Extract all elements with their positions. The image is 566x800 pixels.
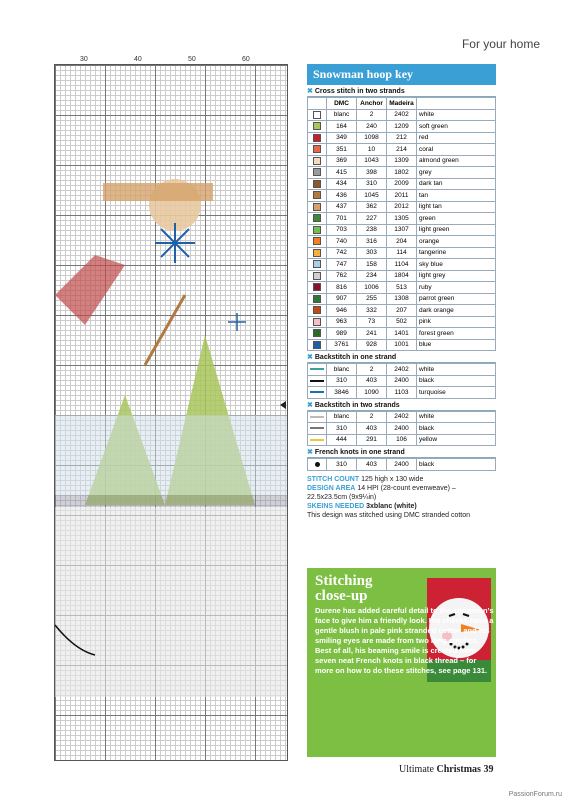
ruler-label: 60 bbox=[242, 56, 250, 63]
color-name: light green bbox=[417, 224, 496, 236]
key-row bbox=[308, 236, 496, 248]
dmc-code: 310 bbox=[327, 375, 357, 387]
madeira-code: 1401 bbox=[387, 328, 417, 340]
key-row bbox=[308, 190, 496, 202]
color-name: black bbox=[417, 459, 496, 471]
ruler-label: 30 bbox=[80, 56, 88, 63]
anchor-code: 158 bbox=[357, 259, 387, 271]
color-swatch-icon bbox=[313, 122, 321, 130]
design-area-label: DESIGN AREA bbox=[307, 484, 356, 492]
anchor-code: 241 bbox=[357, 328, 387, 340]
anchor-code: 1045 bbox=[357, 190, 387, 202]
madeira-code: 502 bbox=[387, 316, 417, 328]
design-area: 14 HPI (28-count evenweave) – 22.5x23.5cm (9x9¼in) bbox=[307, 484, 456, 501]
color-name: pink bbox=[417, 316, 496, 328]
key-row bbox=[308, 375, 496, 387]
color-name: almond green bbox=[417, 155, 496, 167]
anchor-code: 403 bbox=[357, 375, 387, 387]
anchor-code: 1043 bbox=[357, 155, 387, 167]
madeira-code: 1802 bbox=[387, 167, 417, 179]
color-name: black bbox=[417, 375, 496, 387]
dmc-code: 415 bbox=[327, 167, 357, 179]
cross-stitch-chart bbox=[54, 64, 288, 761]
color-name: sky blue bbox=[417, 259, 496, 271]
backstitch-line-icon bbox=[310, 380, 324, 382]
anchor-code: 362 bbox=[357, 201, 387, 213]
key-row bbox=[308, 364, 496, 376]
dmc-code: 946 bbox=[327, 305, 357, 317]
dmc-code: 3761 bbox=[327, 339, 357, 351]
dmc-code: 369 bbox=[327, 155, 357, 167]
color-name: light tan bbox=[417, 201, 496, 213]
dmc-code: 434 bbox=[327, 178, 357, 190]
anchor-code: 2 bbox=[357, 109, 387, 121]
color-swatch-icon bbox=[313, 157, 321, 165]
stitch-count: 125 high x 130 wide bbox=[361, 475, 424, 483]
anchor-code: 403 bbox=[357, 423, 387, 435]
dmc-code: blanc bbox=[327, 109, 357, 121]
snowflake-icon bbox=[155, 223, 195, 263]
page-header: For your home bbox=[461, 37, 540, 51]
key-row bbox=[308, 155, 496, 167]
key-row bbox=[308, 328, 496, 340]
key-row bbox=[308, 144, 496, 156]
key-section-title: ✖ Backstitch in one strand bbox=[307, 351, 496, 363]
key-row bbox=[308, 259, 496, 271]
color-name: soft green bbox=[417, 121, 496, 133]
dmc-code: 747 bbox=[327, 259, 357, 271]
color-swatch-icon bbox=[313, 111, 321, 119]
anchor-code: 234 bbox=[357, 270, 387, 282]
key-row bbox=[308, 305, 496, 317]
color-swatch-icon bbox=[313, 341, 321, 349]
anchor-code: 2 bbox=[357, 364, 387, 376]
stitch-stats bbox=[307, 475, 496, 520]
key-row bbox=[308, 178, 496, 190]
madeira-code: 2400 bbox=[387, 423, 417, 435]
dmc-code: 436 bbox=[327, 190, 357, 202]
stitch-count-label: STITCH COUNT bbox=[307, 475, 360, 483]
color-name: black bbox=[417, 423, 496, 435]
color-name: forest green bbox=[417, 328, 496, 340]
color-name: green bbox=[417, 213, 496, 225]
key-table bbox=[307, 97, 496, 351]
key-table bbox=[307, 411, 496, 447]
key-row bbox=[308, 282, 496, 294]
anchor-code: 10 bbox=[357, 144, 387, 156]
color-name: blue bbox=[417, 339, 496, 351]
madeira-code: 1104 bbox=[387, 259, 417, 271]
anchor-code: 310 bbox=[357, 178, 387, 190]
backstitch-line-icon bbox=[310, 416, 324, 418]
color-name: white bbox=[417, 411, 496, 423]
key-row bbox=[308, 339, 496, 351]
dmc-code: 907 bbox=[327, 293, 357, 305]
color-swatch-icon bbox=[313, 134, 321, 142]
anchor-code: 227 bbox=[357, 213, 387, 225]
key-row bbox=[308, 387, 496, 399]
madeira-code: 1309 bbox=[387, 155, 417, 167]
madeira-code: 214 bbox=[387, 144, 417, 156]
color-name: dark orange bbox=[417, 305, 496, 317]
key-row bbox=[308, 213, 496, 225]
anchor-code: 240 bbox=[357, 121, 387, 133]
key-section-title: ✖ Cross stitch in two strands bbox=[307, 85, 496, 97]
madeira-code: 1307 bbox=[387, 224, 417, 236]
backstitch-line-icon bbox=[310, 427, 324, 429]
dmc-code: 816 bbox=[327, 282, 357, 294]
dmc-code: blanc bbox=[327, 364, 357, 376]
color-name: light grey bbox=[417, 270, 496, 282]
color-swatch-icon bbox=[313, 283, 321, 291]
color-swatch-icon bbox=[313, 237, 321, 245]
footer-magazine: Christmas bbox=[436, 764, 481, 775]
anchor-code: 73 bbox=[357, 316, 387, 328]
closeup-title bbox=[315, 574, 373, 604]
madeira-code: 513 bbox=[387, 282, 417, 294]
key-header: DMC bbox=[327, 98, 357, 110]
key-row bbox=[308, 167, 496, 179]
anchor-code: 332 bbox=[357, 305, 387, 317]
key-row bbox=[308, 270, 496, 282]
color-name: tangerine bbox=[417, 247, 496, 259]
key-table bbox=[307, 458, 496, 471]
color-swatch-icon bbox=[313, 295, 321, 303]
anchor-code: 928 bbox=[357, 339, 387, 351]
anchor-code: 1090 bbox=[357, 387, 387, 399]
madeira-code: 2012 bbox=[387, 201, 417, 213]
anchor-code: 238 bbox=[357, 224, 387, 236]
madeira-code: 106 bbox=[387, 434, 417, 446]
color-name: parrot green bbox=[417, 293, 496, 305]
color-name: turquoise bbox=[417, 387, 496, 399]
color-name: ruby bbox=[417, 282, 496, 294]
anchor-code: 1006 bbox=[357, 282, 387, 294]
dmc-code: 164 bbox=[327, 121, 357, 133]
key-row bbox=[308, 132, 496, 144]
color-name: yellow bbox=[417, 434, 496, 446]
anchor-code: 1098 bbox=[357, 132, 387, 144]
key-header bbox=[417, 98, 496, 110]
color-name: grey bbox=[417, 167, 496, 179]
madeira-code: 2400 bbox=[387, 459, 417, 471]
key-section-title: ✖ French knots in one strand bbox=[307, 446, 496, 458]
chart-motifs bbox=[55, 65, 287, 760]
skeins-label: SKEINS NEEDED bbox=[307, 502, 365, 510]
page-footer bbox=[399, 764, 493, 775]
madeira-code: 1001 bbox=[387, 339, 417, 351]
key-row bbox=[308, 434, 496, 446]
color-swatch-icon bbox=[313, 203, 321, 211]
key-header: Anchor bbox=[357, 98, 387, 110]
madeira-code: 2402 bbox=[387, 364, 417, 376]
madeira-code: 1209 bbox=[387, 121, 417, 133]
key-row bbox=[308, 411, 496, 423]
color-name: white bbox=[417, 364, 496, 376]
key-section-title: ✖ Backstitch in two strands bbox=[307, 399, 496, 411]
dmc-code: 703 bbox=[327, 224, 357, 236]
footer-prefix: Ultimate bbox=[399, 764, 437, 775]
color-swatch-icon bbox=[313, 168, 321, 176]
color-swatch-icon bbox=[313, 191, 321, 199]
color-name: coral bbox=[417, 144, 496, 156]
madeira-code: 212 bbox=[387, 132, 417, 144]
ruler-label: 50 bbox=[188, 56, 196, 63]
dmc-code: 762 bbox=[327, 270, 357, 282]
skeins-needed: 3xblanc (white) bbox=[366, 502, 417, 510]
dmc-code: 701 bbox=[327, 213, 357, 225]
backstitch-line-icon bbox=[310, 368, 324, 370]
key-row bbox=[308, 423, 496, 435]
color-swatch-icon bbox=[313, 329, 321, 337]
madeira-code: 114 bbox=[387, 247, 417, 259]
madeira-code: 2402 bbox=[387, 109, 417, 121]
color-name: red bbox=[417, 132, 496, 144]
anchor-code: 316 bbox=[357, 236, 387, 248]
stitch-key bbox=[307, 64, 496, 520]
dmc-code: 351 bbox=[327, 144, 357, 156]
stitching-closeup-box bbox=[307, 568, 496, 757]
backstitch-line-icon bbox=[310, 391, 324, 393]
color-swatch-icon bbox=[313, 214, 321, 222]
color-swatch-icon bbox=[313, 226, 321, 234]
anchor-code: 2 bbox=[357, 411, 387, 423]
dmc-code: 742 bbox=[327, 247, 357, 259]
dmc-code: 989 bbox=[327, 328, 357, 340]
color-swatch-icon bbox=[313, 272, 321, 280]
anchor-code: 291 bbox=[357, 434, 387, 446]
key-header: Madeira bbox=[387, 98, 417, 110]
anchor-code: 403 bbox=[357, 459, 387, 471]
dmc-code: 3846 bbox=[327, 387, 357, 399]
madeira-code: 207 bbox=[387, 305, 417, 317]
madeira-code: 1305 bbox=[387, 213, 417, 225]
key-row bbox=[308, 459, 496, 471]
site-watermark: PassionForum.ru bbox=[508, 791, 562, 798]
small-snowflake-icon bbox=[228, 313, 246, 331]
key-row bbox=[308, 293, 496, 305]
center-arrow-icon bbox=[280, 401, 286, 409]
color-name: dark tan bbox=[417, 178, 496, 190]
closeup-title-line2: close-up bbox=[315, 588, 368, 604]
anchor-code: 398 bbox=[357, 167, 387, 179]
dmc-code: blanc bbox=[327, 411, 357, 423]
anchor-code: 303 bbox=[357, 247, 387, 259]
madeira-code: 2402 bbox=[387, 411, 417, 423]
dmc-code: 444 bbox=[327, 434, 357, 446]
color-swatch-icon bbox=[313, 306, 321, 314]
color-name: orange bbox=[417, 236, 496, 248]
key-row bbox=[308, 109, 496, 121]
madeira-code: 1308 bbox=[387, 293, 417, 305]
madeira-code: 2009 bbox=[387, 178, 417, 190]
madeira-code: 204 bbox=[387, 236, 417, 248]
backstitch-line-icon bbox=[310, 439, 324, 441]
color-name: tan bbox=[417, 190, 496, 202]
page-number: 39 bbox=[480, 764, 494, 775]
key-body bbox=[307, 85, 496, 471]
dmc-code: 437 bbox=[327, 201, 357, 213]
dmc-code: 740 bbox=[327, 236, 357, 248]
dmc-code: 349 bbox=[327, 132, 357, 144]
key-row bbox=[308, 201, 496, 213]
color-swatch-icon bbox=[313, 260, 321, 268]
dmc-code: 310 bbox=[327, 459, 357, 471]
key-row bbox=[308, 316, 496, 328]
key-title: Snowman hoop key bbox=[307, 64, 496, 85]
key-row bbox=[308, 247, 496, 259]
key-table bbox=[307, 363, 496, 399]
madeira-code: 2011 bbox=[387, 190, 417, 202]
closeup-text: Durene has added careful detail to the snowman’s face to give him a friendly look. His cheeks have a gentle blush in pale pink stranded cotton and his smiling eyes are made from two long stitches. Best of all, his beaming smile is created from seven neat French knots in black thread – for more on how to do these stitches, see page 131. bbox=[315, 606, 494, 675]
key-row bbox=[308, 121, 496, 133]
madeira-code: 2400 bbox=[387, 375, 417, 387]
french-knot-icon bbox=[315, 462, 320, 467]
thread-note: This design was stitched using DMC stranded cotton bbox=[307, 511, 471, 519]
ruler-label: 40 bbox=[134, 56, 142, 63]
dmc-code: 963 bbox=[327, 316, 357, 328]
key-row bbox=[308, 224, 496, 236]
color-swatch-icon bbox=[313, 180, 321, 188]
color-swatch-icon bbox=[313, 318, 321, 326]
color-swatch-icon bbox=[313, 145, 321, 153]
dmc-code: 310 bbox=[327, 423, 357, 435]
madeira-code: 1103 bbox=[387, 387, 417, 399]
madeira-code: 1804 bbox=[387, 270, 417, 282]
closeup-title-line1: Stitching bbox=[315, 573, 373, 589]
color-swatch-icon bbox=[313, 249, 321, 257]
anchor-code: 255 bbox=[357, 293, 387, 305]
color-name: white bbox=[417, 109, 496, 121]
